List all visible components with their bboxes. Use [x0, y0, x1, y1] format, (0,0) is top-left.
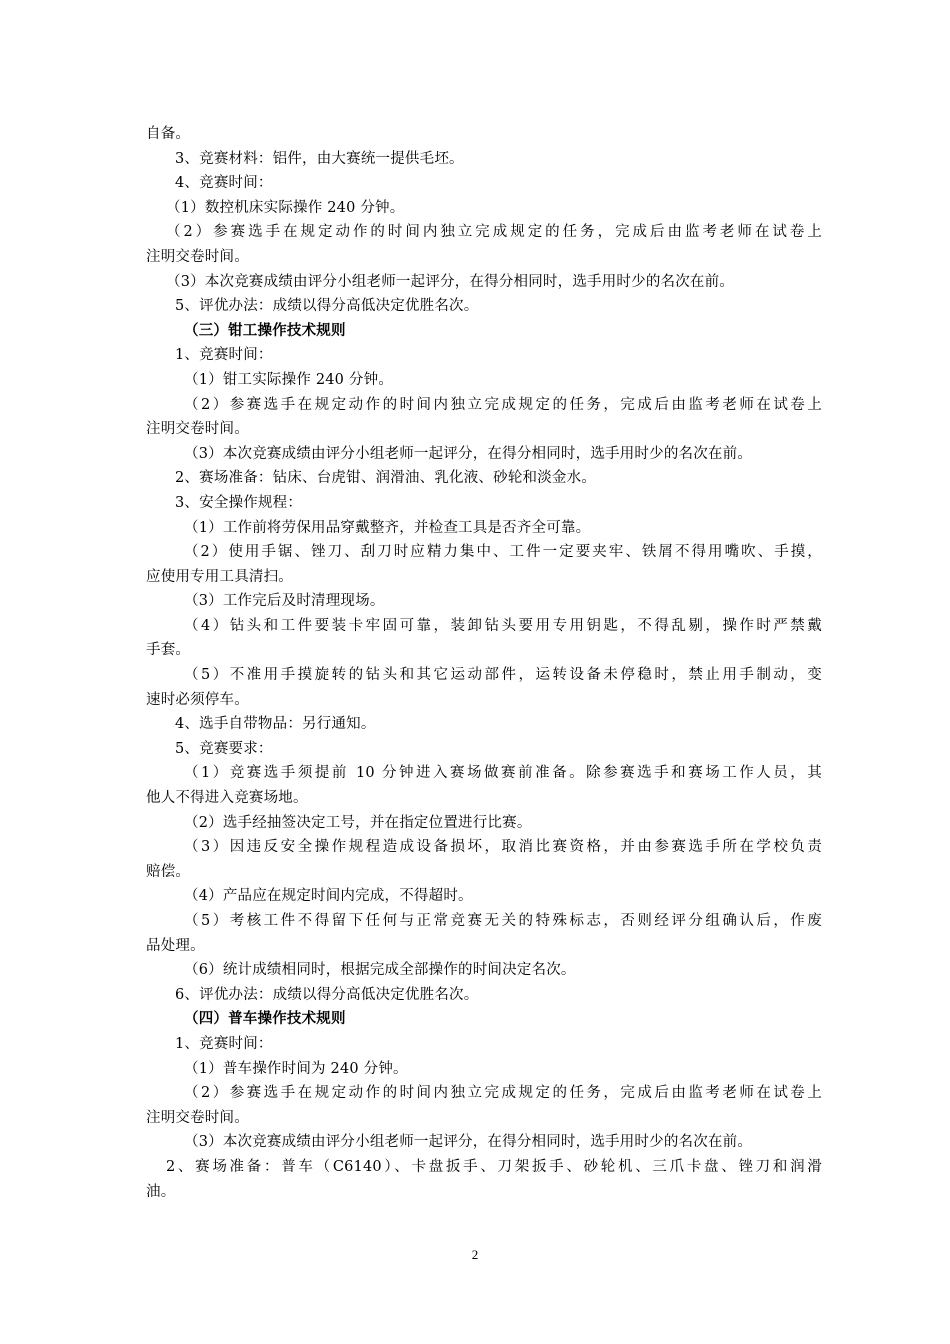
text-line: （2）使用手锯、锉刀、刮刀时应精力集中、工件一定要夹牢、铁屑不得用嘴吹、手摸，: [184, 544, 822, 561]
text-line: （1）钳工实际操作 240 分钟。: [184, 371, 394, 388]
text-line: 3、安全操作规程：: [175, 494, 303, 511]
text-line: （1）普车操作时间为 240 分钟。: [184, 1060, 408, 1077]
text-line: 5、评优办法：成绩以得分高低决定优胜名次。: [175, 298, 479, 315]
text-line: （3）因违反安全操作规程造成设备损坏，取消比赛资格，并由参赛选手所在学校负责: [184, 839, 822, 856]
text-line: 他人不得进入竞赛场地。: [146, 790, 308, 807]
text-line: 速时必须停车。: [146, 691, 249, 708]
text-line: 品处理。: [146, 937, 205, 954]
text-line: （3）本次竞赛成绩由评分小组老师一起评分，在得分相同时，选手用时少的名次在前。: [184, 445, 753, 462]
page-number: 2: [471, 1247, 479, 1262]
text-line: 油。: [146, 1183, 176, 1200]
section-heading: （四）普车操作技术规则: [184, 1011, 346, 1028]
text-line: 注明交卷时间。: [146, 1109, 249, 1126]
text-line: （1）竞赛选手须提前 10 分钟进入赛场做赛前准备。除参赛选手和赛场工作人员，其: [184, 765, 822, 782]
text-line: （2）选手经抽签决定工号，并在指定位置进行比赛。: [184, 814, 532, 831]
text-line: 4、选手自带物品：另行通知。: [175, 716, 376, 733]
text-line: 5、竞赛要求：: [175, 740, 273, 757]
text-line: （3）本次竞赛成绩由评分小组老师一起评分，在得分相同时，选手用时少的名次在前。: [166, 273, 735, 290]
text-line: （5）不准用手摸旋转的钻头和其它运动部件，运转设备未停稳时，禁止用手制动，变: [184, 667, 822, 684]
text-line: 2、赛场准备：普车（C6140）、卡盘扳手、刀架扳手、砂轮机、三爪卡盘、锉刀和润滑: [166, 1158, 822, 1175]
text-line: 4、竞赛时间：: [175, 175, 273, 192]
text-line: 1、竞赛时间：: [175, 347, 273, 364]
text-line: 应使用专用工具清扫。: [146, 568, 293, 585]
text-line: 自备。: [146, 126, 191, 142]
text-line: 注明交卷时间。: [146, 248, 249, 265]
text-line: （3）工作完后及时清理现场。: [184, 593, 385, 610]
text-line: 3、竞赛材料：铝件，由大赛统一提供毛坯。: [175, 150, 464, 167]
text-line: （2）参赛选手在规定动作的时间内独立完成规定的任务，完成后由监考老师在试卷上: [184, 1085, 822, 1102]
text-line: 赔偿。: [146, 863, 191, 880]
text-line: 手套。: [146, 642, 191, 659]
text-line: 2、赛场准备：钻床、台虎钳、润滑油、乳化液、砂轮和淡金水。: [175, 470, 597, 487]
text-line: （2）参赛选手在规定动作的时间内独立完成规定的任务，完成后由监考老师在试卷上: [184, 396, 822, 413]
text-line: （2）参赛选手在规定动作的时间内独立完成规定的任务，完成后由监考老师在试卷上: [166, 224, 822, 241]
text-line: （3）本次竞赛成绩由评分小组老师一起评分，在得分相同时，选手用时少的名次在前。: [184, 1134, 753, 1151]
text-line: （6）统计成绩相同时，根据完成全部操作的时间决定名次。: [184, 962, 576, 979]
text-line: （5）考核工件不得留下任何与正常竞赛无关的特殊标志，否则经评分组确认后，作废: [184, 913, 822, 929]
text-line: （1）工作前将劳保用品穿戴整齐，并检查工具是否齐全可靠。: [184, 519, 591, 536]
text-line: 6、评优办法：成绩以得分高低决定优胜名次。: [175, 986, 479, 1003]
text-line: （4）产品应在规定时间内完成，不得超时。: [184, 888, 473, 905]
document-body: [146, 122, 822, 1204]
text-line: （1）数控机床实际操作 240 分钟。: [166, 199, 405, 216]
section-heading: （三）钳工操作技术规则: [184, 322, 346, 339]
text-line: 1、竞赛时间：: [175, 1035, 273, 1052]
text-line: （4）钻头和工件要装卡牢固可靠，装卸钻头要用专用钥匙，不得乱剔，操作时严禁戴: [184, 617, 822, 634]
text-line: 注明交卷时间。: [146, 421, 249, 438]
